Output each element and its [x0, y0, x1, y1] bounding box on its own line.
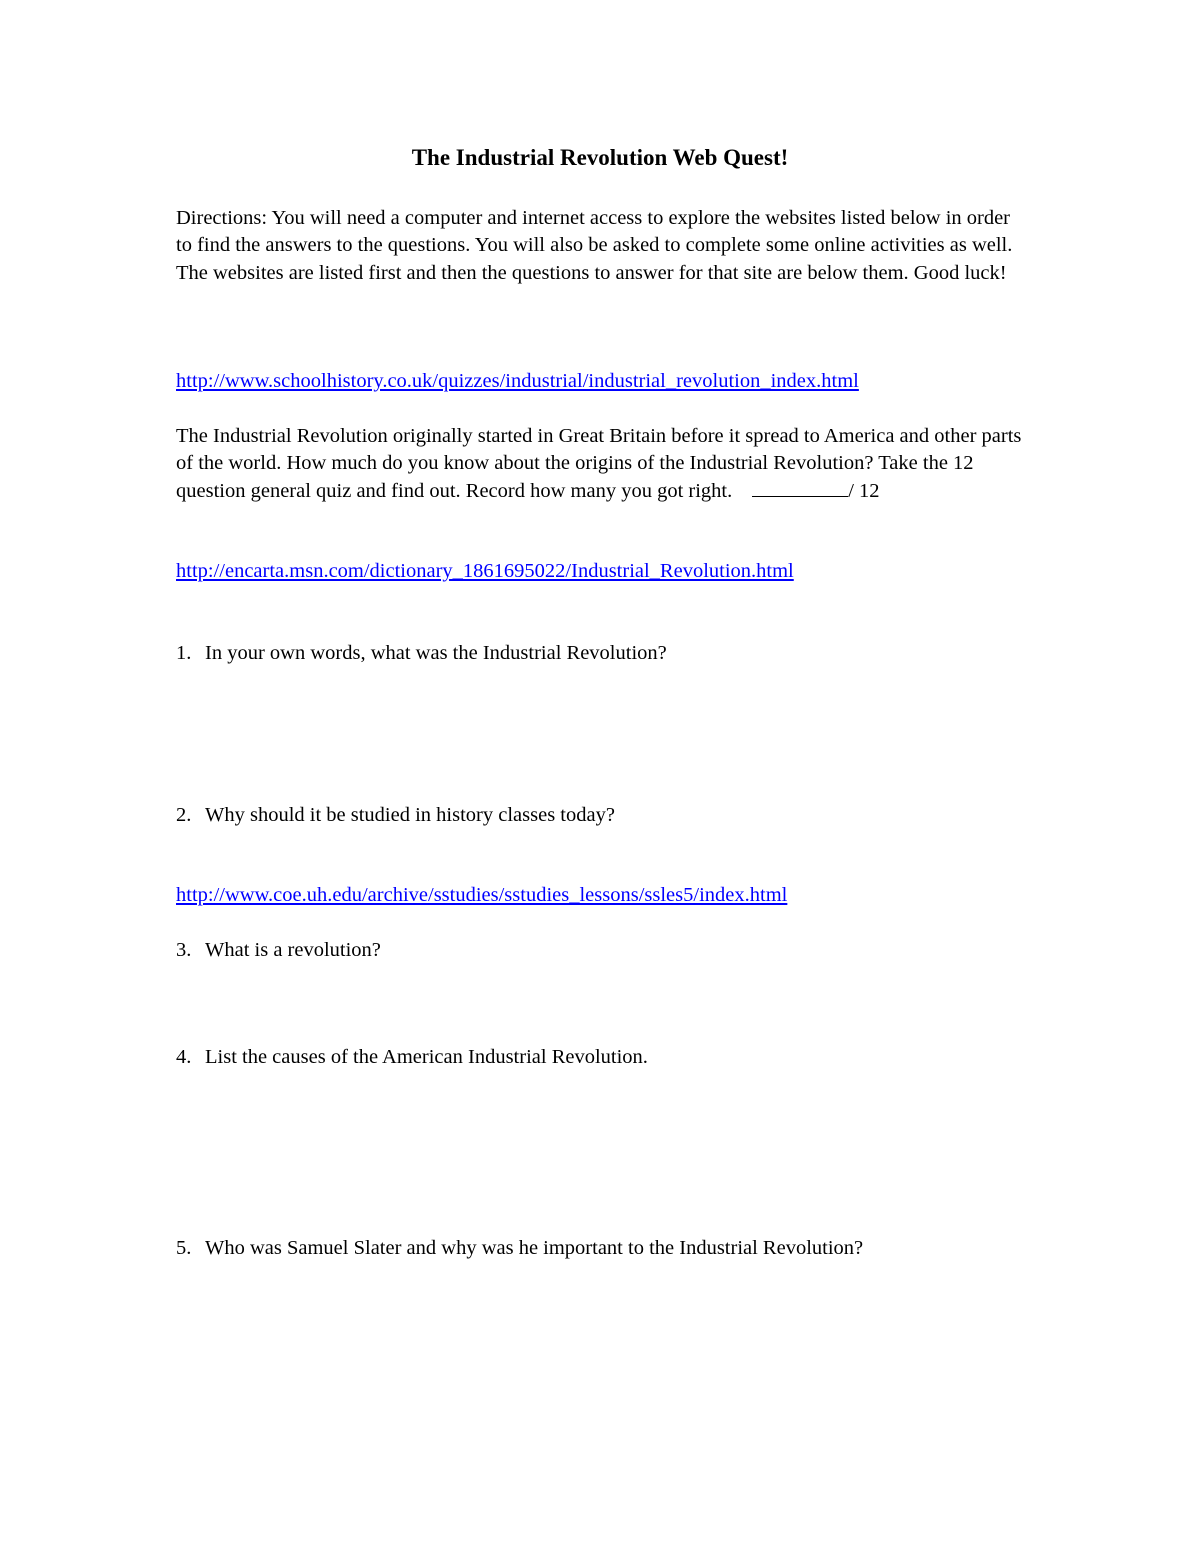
question-number: 4.: [176, 1046, 192, 1068]
coe-uh-lesson-link[interactable]: http://www.coe.uh.edu/archive/sstudies/sstudies_lessons/ssles5/index.html: [176, 884, 788, 906]
question-text: Why should it be studied in history classes today?: [205, 804, 615, 826]
question-text: List the causes of the American Industrial Revolution.: [205, 1046, 648, 1068]
quiz-paragraph: [176, 423, 1026, 505]
question-number: 5.: [176, 1237, 192, 1259]
question-text: What is a revolution?: [205, 939, 381, 961]
question-item: [176, 802, 1026, 829]
question-number: 2.: [176, 804, 192, 826]
question-text: Who was Samuel Slater and why was he important to the Industrial Revolution?: [205, 1237, 864, 1259]
quiz-paragraph-text: The Industrial Revolution originally started in Great Britain before it spread to America and other parts of the world. How much do you know about the origins of the Industrial Revolution? Take the 12 question general quiz and find out. Record how many you got right.: [176, 425, 1022, 502]
schoolhistory-quiz-link[interactable]: http://www.schoolhistory.co.uk/quizzes/industrial/industrial_revolution_index.html: [176, 370, 859, 392]
directions-paragraph: Directions: You will need a computer and internet access to explore the websites listed below in order to find the answers to the questions. You will also be asked to complete some online activities as well. The websites are listed first and then the questions to answer for that site are below them. Good luck!: [176, 207, 1013, 284]
question-number: 1.: [176, 642, 192, 664]
score-answer-blank[interactable]: [752, 478, 848, 497]
encarta-dictionary-link[interactable]: http://encarta.msn.com/dictionary_1861695022/Industrial_Revolution.html: [176, 560, 794, 582]
question-item: [176, 640, 1026, 667]
question-text: In your own words, what was the Industrial Revolution?: [205, 642, 667, 664]
question-item: [176, 937, 1026, 964]
score-suffix: / 12: [848, 479, 880, 502]
question-item: [176, 1235, 1026, 1262]
question-number: 3.: [176, 939, 192, 961]
page-title: The Industrial Revolution Web Quest!: [411, 145, 789, 170]
question-item: [176, 1044, 1026, 1071]
